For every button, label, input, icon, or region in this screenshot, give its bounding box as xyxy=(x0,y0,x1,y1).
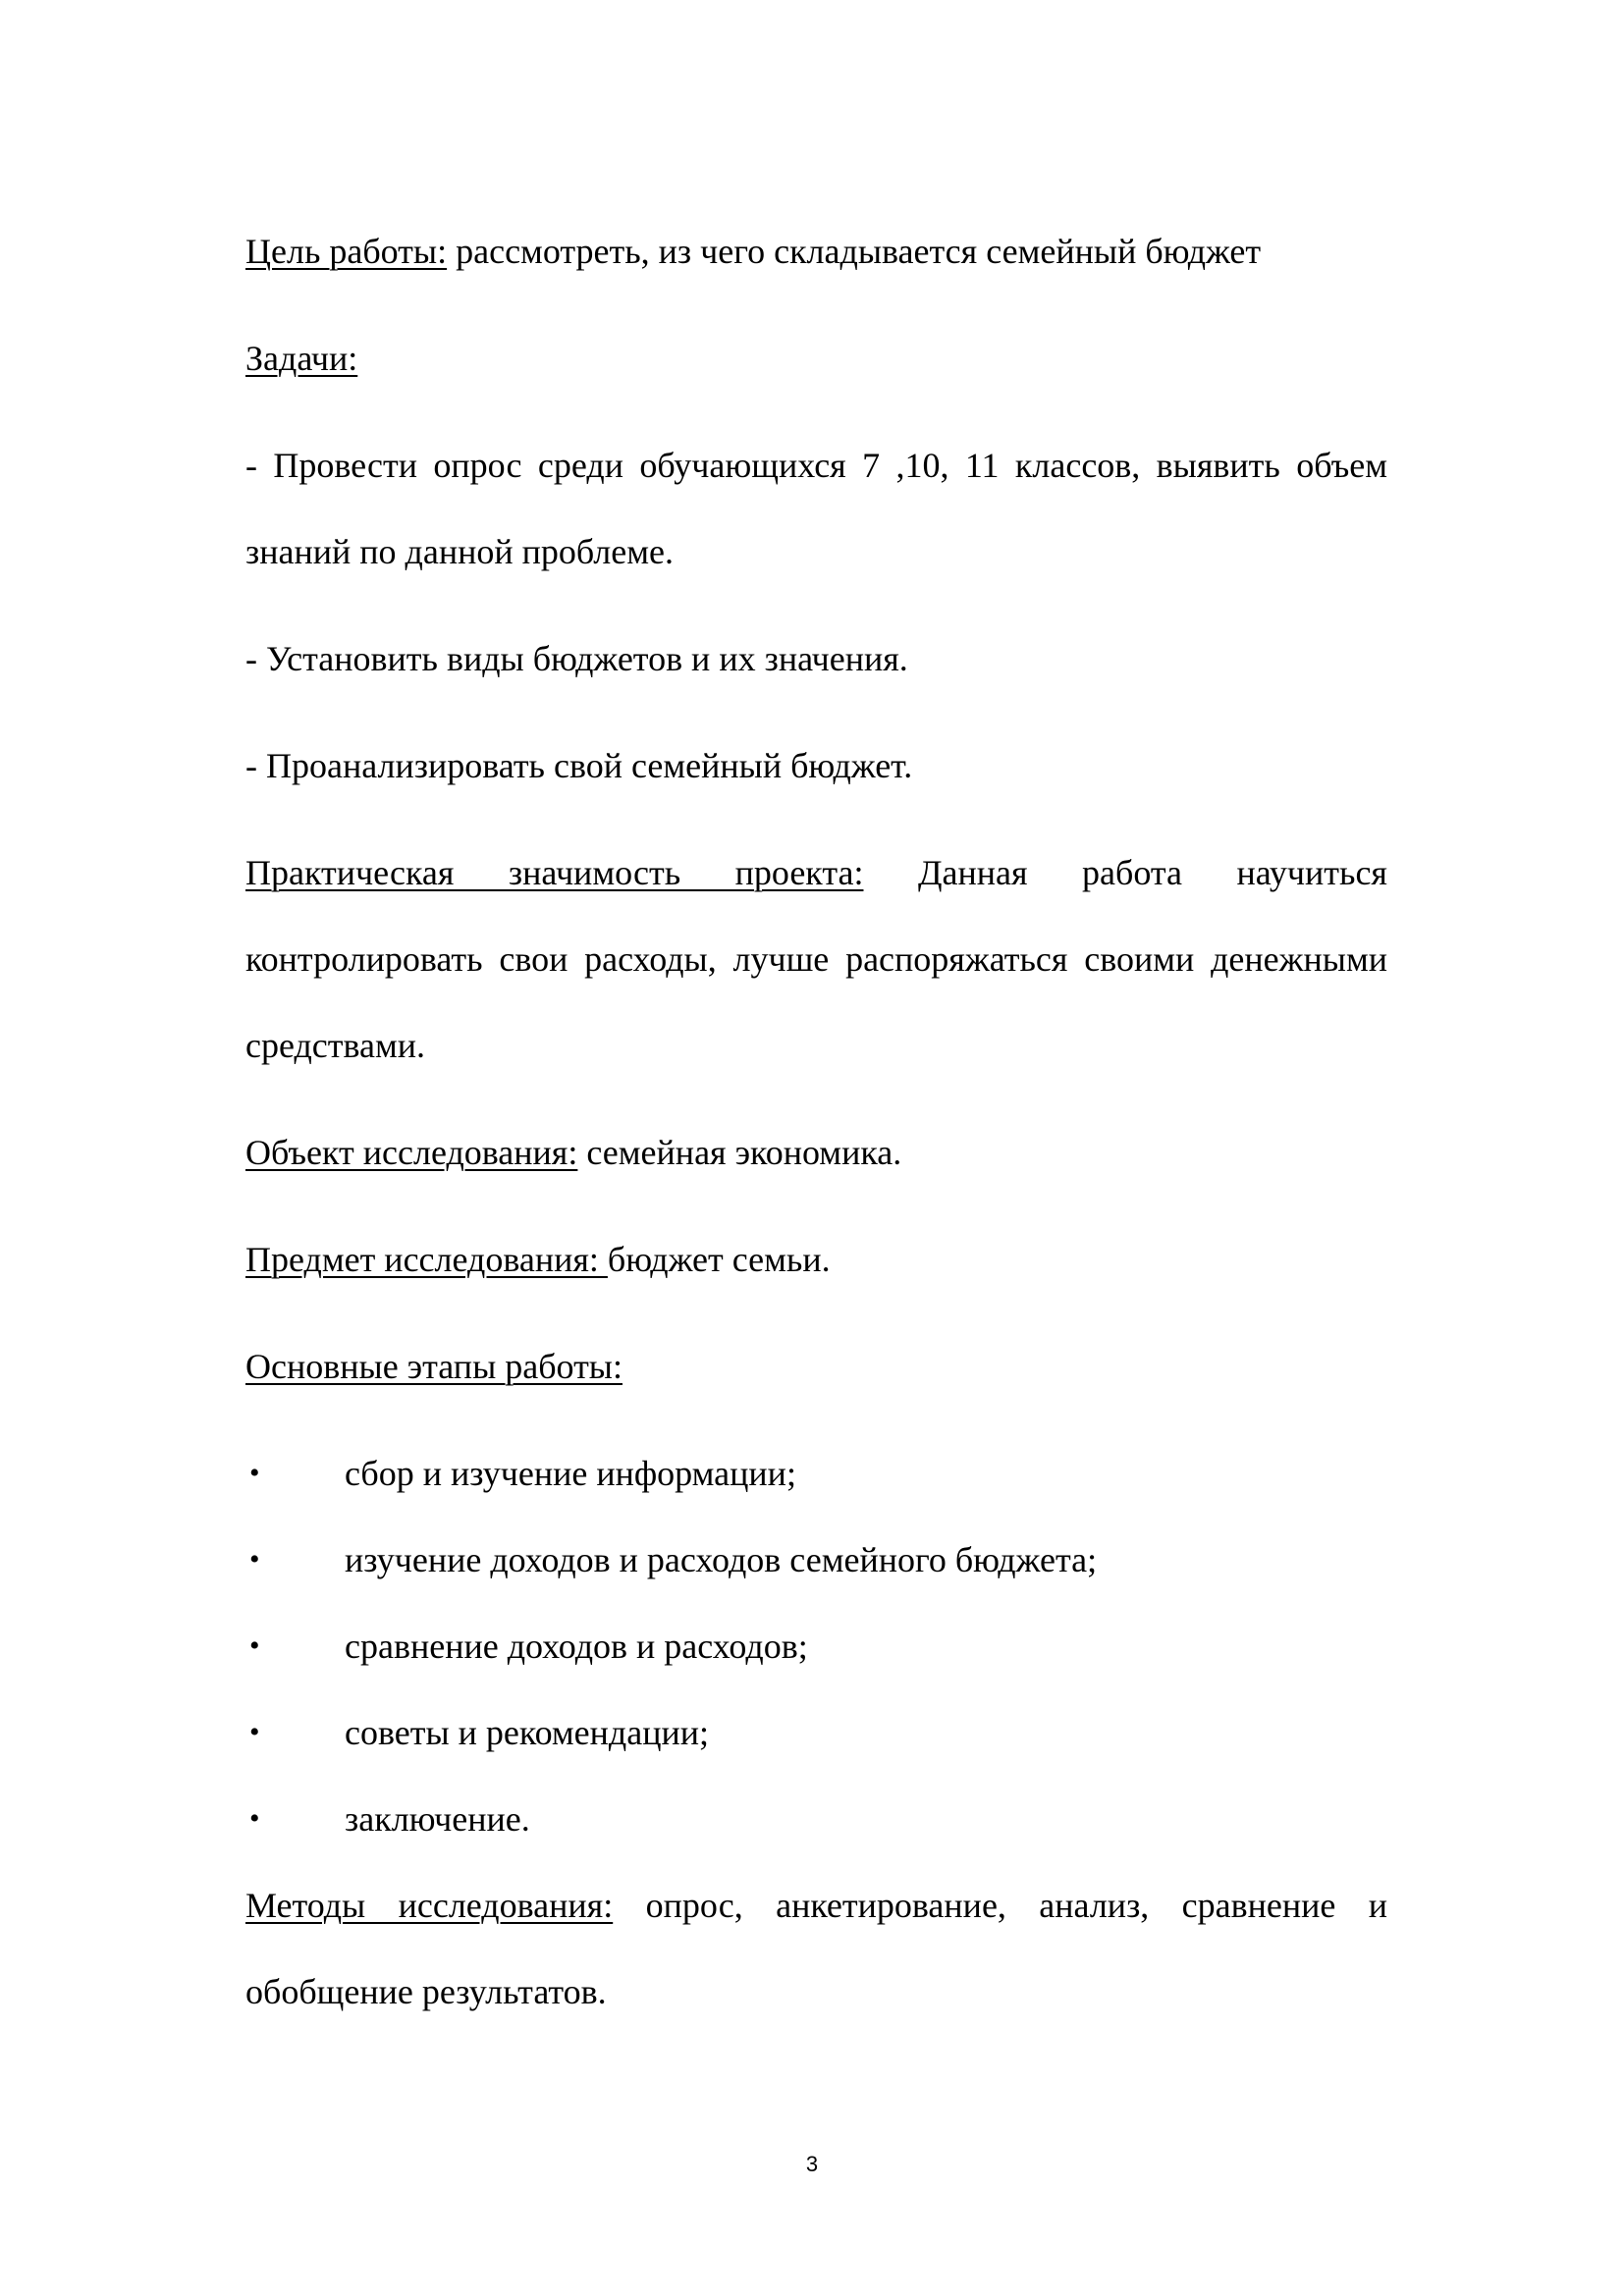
list-item-text: заключение. xyxy=(345,1799,530,1839)
list-item-text: сравнение доходов и расходов; xyxy=(345,1627,808,1666)
task-item: - Установить виды бюджетов и их значения. xyxy=(245,639,908,678)
subject-text: бюджет семьи. xyxy=(607,1240,831,1279)
object-paragraph xyxy=(245,1109,1387,1196)
methods-text: опрос, анкетирование, анализ, сравнение и обобщение результатов. xyxy=(245,1886,1387,2011)
bullet-icon: • xyxy=(249,1543,260,1575)
subject-label: Предмет исследования: xyxy=(245,1240,608,1279)
tasks-heading-paragraph xyxy=(245,315,1387,401)
significance-label: Практическая значимость проекта: xyxy=(245,853,864,892)
significance-paragraph xyxy=(245,829,1387,1089)
task-item: - Провести опрос среди обучающихся 7 ,10, 11 классов, выявить объем знаний по данной проблеме. xyxy=(245,446,1387,571)
list-item xyxy=(245,1430,1387,1517)
stages-heading-paragraph xyxy=(245,1323,1387,1410)
goal-paragraph xyxy=(245,208,1387,294)
list-item xyxy=(245,1689,1387,1776)
list-item-text: сбор и изучение информации; xyxy=(345,1454,796,1493)
subject-paragraph xyxy=(245,1216,1387,1303)
bullet-icon: • xyxy=(249,1457,260,1489)
task-item: - Проанализировать свой семейный бюджет. xyxy=(245,746,913,785)
stages-list xyxy=(245,1430,1387,1862)
list-item-text: советы и рекомендации; xyxy=(345,1713,710,1752)
list-item xyxy=(245,1603,1387,1689)
list-item xyxy=(245,1776,1387,1862)
methods-paragraph xyxy=(245,1862,1387,2035)
bullet-icon: • xyxy=(249,1802,260,1835)
goal-text: рассмотреть, из чего складывается семейный бюджет xyxy=(447,232,1262,271)
object-text: семейная экономика. xyxy=(577,1133,902,1172)
page-number: 3 xyxy=(805,2152,819,2176)
stages-label: Основные этапы работы: xyxy=(245,1347,623,1386)
significance-text: Данная работа научиться контролировать свои расходы, лучше распоряжаться своими денежными средствами. xyxy=(245,853,1387,1065)
list-item-text: изучение доходов и расходов семейного бюджета; xyxy=(345,1540,1098,1579)
object-label: Объект исследования: xyxy=(245,1133,578,1172)
bullet-icon: • xyxy=(249,1629,260,1662)
goal-label: Цель работы: xyxy=(245,232,448,271)
bullet-icon: • xyxy=(249,1716,260,1748)
methods-label: Методы исследования: xyxy=(245,1886,614,1925)
tasks-label: Задачи: xyxy=(245,339,358,378)
page-body xyxy=(245,208,1387,2056)
list-item xyxy=(245,1517,1387,1603)
